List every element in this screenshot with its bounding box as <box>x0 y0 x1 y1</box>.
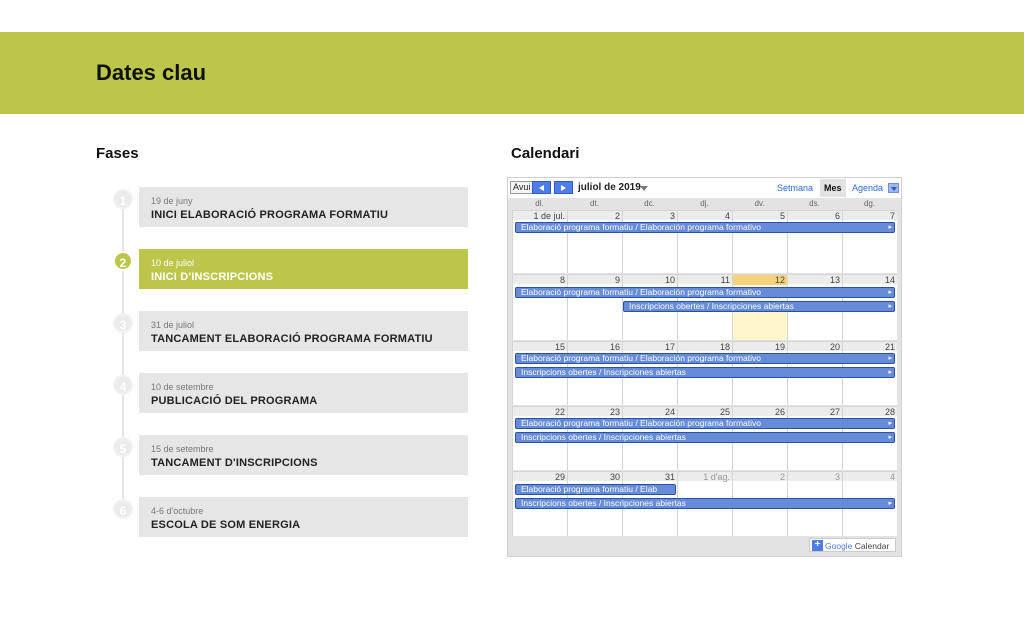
weekday-header <box>512 199 897 209</box>
calendar-title: Calendari <box>511 145 580 162</box>
phase-date: 4-6 d'octubre <box>151 506 204 516</box>
phases-title: Fases <box>96 145 139 162</box>
tab-week[interactable]: Setmana <box>777 183 814 193</box>
event-title: Inscripcions obertes / Inscripciones abiertas <box>521 432 686 442</box>
product-label: Calendar <box>854 541 890 551</box>
phase-title: TANCAMENT ELABORACIÓ PROGRAMA FORMATIU <box>151 333 433 345</box>
day-number: 8 <box>559 275 565 285</box>
day-number: 14 <box>884 275 895 285</box>
day-number: 4 <box>724 211 730 221</box>
calendar-event[interactable] <box>515 222 895 233</box>
day-number: 13 <box>829 275 840 285</box>
event-title: Elaboració programa formatiu / Elaboración programa formativo <box>521 222 762 232</box>
event-title: Inscripcions obertes / Inscripciones abiertas <box>521 367 686 377</box>
chevron-right-icon: ▸ <box>888 289 892 296</box>
weekday-label: dc. <box>644 199 655 208</box>
calendar-day[interactable] <box>567 274 622 340</box>
chevron-left-icon <box>539 185 544 191</box>
chevron-right-icon: ▸ <box>888 369 892 376</box>
calendar-day[interactable] <box>732 210 787 273</box>
event-title: Inscripcions obertes / Inscripciones abiertas <box>521 498 686 508</box>
day-number: 21 <box>884 342 895 352</box>
phase-number: 1 <box>113 189 133 209</box>
prev-month-button[interactable] <box>532 181 551 194</box>
calendar-toolbar <box>508 178 901 198</box>
calendar-day[interactable] <box>787 210 842 273</box>
plus-icon: + <box>812 540 823 551</box>
day-number: 27 <box>829 407 840 417</box>
day-number: 1 d'ag. <box>703 472 730 482</box>
phase-box[interactable] <box>139 497 468 537</box>
today-button[interactable]: Avui <box>510 181 533 194</box>
month-label[interactable]: juliol de 2019 <box>578 182 641 193</box>
phase-item-active[interactable] <box>0 249 470 289</box>
brand-label: Google <box>825 541 853 551</box>
phase-number: 2 <box>113 251 133 271</box>
phase-item[interactable] <box>0 497 470 537</box>
weekday-label: dl. <box>535 199 544 208</box>
phase-box[interactable] <box>139 187 468 227</box>
day-number: 16 <box>609 342 620 352</box>
phase-box[interactable] <box>139 373 468 413</box>
day-number: 3 <box>834 472 840 482</box>
day-number: 23 <box>609 407 620 417</box>
chevron-down-icon <box>891 187 897 191</box>
day-number: 15 <box>554 342 565 352</box>
calendar-widget <box>507 177 902 557</box>
day-number: 9 <box>614 275 620 285</box>
calendar-week <box>512 274 897 340</box>
phase-item[interactable] <box>0 435 470 475</box>
calendar-event[interactable] <box>515 484 676 495</box>
day-number: 30 <box>609 472 620 482</box>
event-title: Elaboració programa formatiu / Elab <box>521 484 658 494</box>
page-header <box>0 32 1024 114</box>
day-number: 11 <box>720 275 730 285</box>
phase-date: 10 de juliol <box>151 258 195 268</box>
day-number: 20 <box>829 342 840 352</box>
phase-box[interactable] <box>139 311 468 351</box>
calendar-day[interactable] <box>512 274 567 340</box>
phase-title: ESCOLA DE SOM ENERGIA <box>151 519 301 531</box>
phase-title: PUBLICACIÓ DEL PROGRAMA <box>151 395 318 407</box>
day-number: 19 <box>774 342 785 352</box>
chevron-right-icon: ▸ <box>888 434 892 441</box>
phase-title: INICI ELABORACIÓ PROGRAMA FORMATIU <box>151 209 389 221</box>
chevron-right-icon <box>561 185 566 191</box>
calendar-event[interactable] <box>623 301 895 312</box>
calendar-week <box>512 341 897 405</box>
calendar-week <box>512 406 897 470</box>
event-title: Inscripcions obertes / Inscripciones abiertas <box>629 301 794 311</box>
weekday-label: dg. <box>863 199 876 208</box>
calendar-day[interactable] <box>512 210 567 273</box>
calendar-event[interactable] <box>515 432 895 443</box>
phase-title: TANCAMENT D'INSCRIPCIONS <box>151 457 318 469</box>
calendar-day[interactable] <box>567 210 622 273</box>
day-number: 26 <box>774 407 785 417</box>
calendar-day[interactable] <box>622 210 677 273</box>
phase-item[interactable] <box>0 187 470 227</box>
calendar-day[interactable] <box>842 210 897 273</box>
weekday-label: dj. <box>700 199 709 208</box>
chevron-right-icon: ▸ <box>888 420 892 427</box>
calendar-event[interactable] <box>515 287 895 298</box>
phase-item[interactable] <box>0 311 470 351</box>
day-number: 4 <box>889 472 895 482</box>
chevron-down-icon[interactable] <box>640 186 648 191</box>
phase-number: 5 <box>113 437 133 457</box>
chevron-right-icon: ▸ <box>888 355 892 362</box>
day-number: 12 <box>733 275 788 285</box>
calendar-event[interactable] <box>515 418 895 429</box>
chevron-right-icon: ▸ <box>888 303 892 310</box>
day-number: 2 <box>779 472 785 482</box>
google-calendar-link[interactable] <box>809 538 896 552</box>
day-number: 24 <box>664 407 675 417</box>
chevron-right-icon: ▸ <box>888 224 892 231</box>
day-number: 10 <box>664 275 675 285</box>
phase-date: 10 de setembre <box>151 382 214 392</box>
day-number: 28 <box>884 407 895 417</box>
phase-number: 3 <box>113 313 133 333</box>
weekday-label: dv. <box>754 199 765 208</box>
day-number: 7 <box>889 211 895 221</box>
day-number: 25 <box>719 407 730 417</box>
phase-title: INICI D'INSCRIPCIONS <box>151 271 274 283</box>
event-title: Elaboració programa formatiu / Elaboración programa formativo <box>521 287 762 297</box>
view-menu-button[interactable] <box>888 183 899 193</box>
phase-date: 31 de juliol <box>151 320 195 330</box>
phase-item[interactable] <box>0 373 470 413</box>
google-calendar-logo <box>825 541 889 551</box>
tab-agenda[interactable]: Agenda <box>852 183 884 193</box>
day-number: 29 <box>554 472 565 482</box>
day-number: 2 <box>614 211 620 221</box>
day-number: 17 <box>664 342 675 352</box>
day-number: 5 <box>779 211 785 221</box>
next-month-button[interactable] <box>554 181 573 194</box>
calendar-event[interactable] <box>515 498 895 509</box>
day-number: 18 <box>719 342 730 352</box>
calendar-event[interactable] <box>515 353 895 364</box>
phase-date: 19 de juny <box>151 196 193 206</box>
calendar-event[interactable] <box>515 367 895 378</box>
phase-date: 15 de setembre <box>151 444 214 454</box>
phase-box[interactable] <box>139 249 468 289</box>
calendar-week <box>512 471 897 536</box>
day-number: 3 <box>669 211 675 221</box>
event-title: Elaboració programa formatiu / Elaboración programa formativo <box>521 418 762 428</box>
calendar-week <box>512 210 897 273</box>
day-number: 22 <box>554 407 565 417</box>
page-title: Dates clau <box>96 60 207 85</box>
day-number: 1 de jul. <box>533 211 565 221</box>
phase-number: 6 <box>113 499 133 519</box>
calendar-day[interactable] <box>677 210 732 273</box>
day-number: 31 <box>664 472 675 482</box>
event-title: Elaboració programa formatiu / Elaboración programa formativo <box>521 353 762 363</box>
phase-number: 4 <box>113 375 133 395</box>
chevron-right-icon: ▸ <box>888 500 892 507</box>
tab-month[interactable]: Mes <box>820 179 846 197</box>
weekday-label: ds. <box>809 199 820 208</box>
weekday-label: dt. <box>590 199 599 208</box>
day-number: 6 <box>834 211 840 221</box>
phase-box[interactable] <box>139 435 468 475</box>
